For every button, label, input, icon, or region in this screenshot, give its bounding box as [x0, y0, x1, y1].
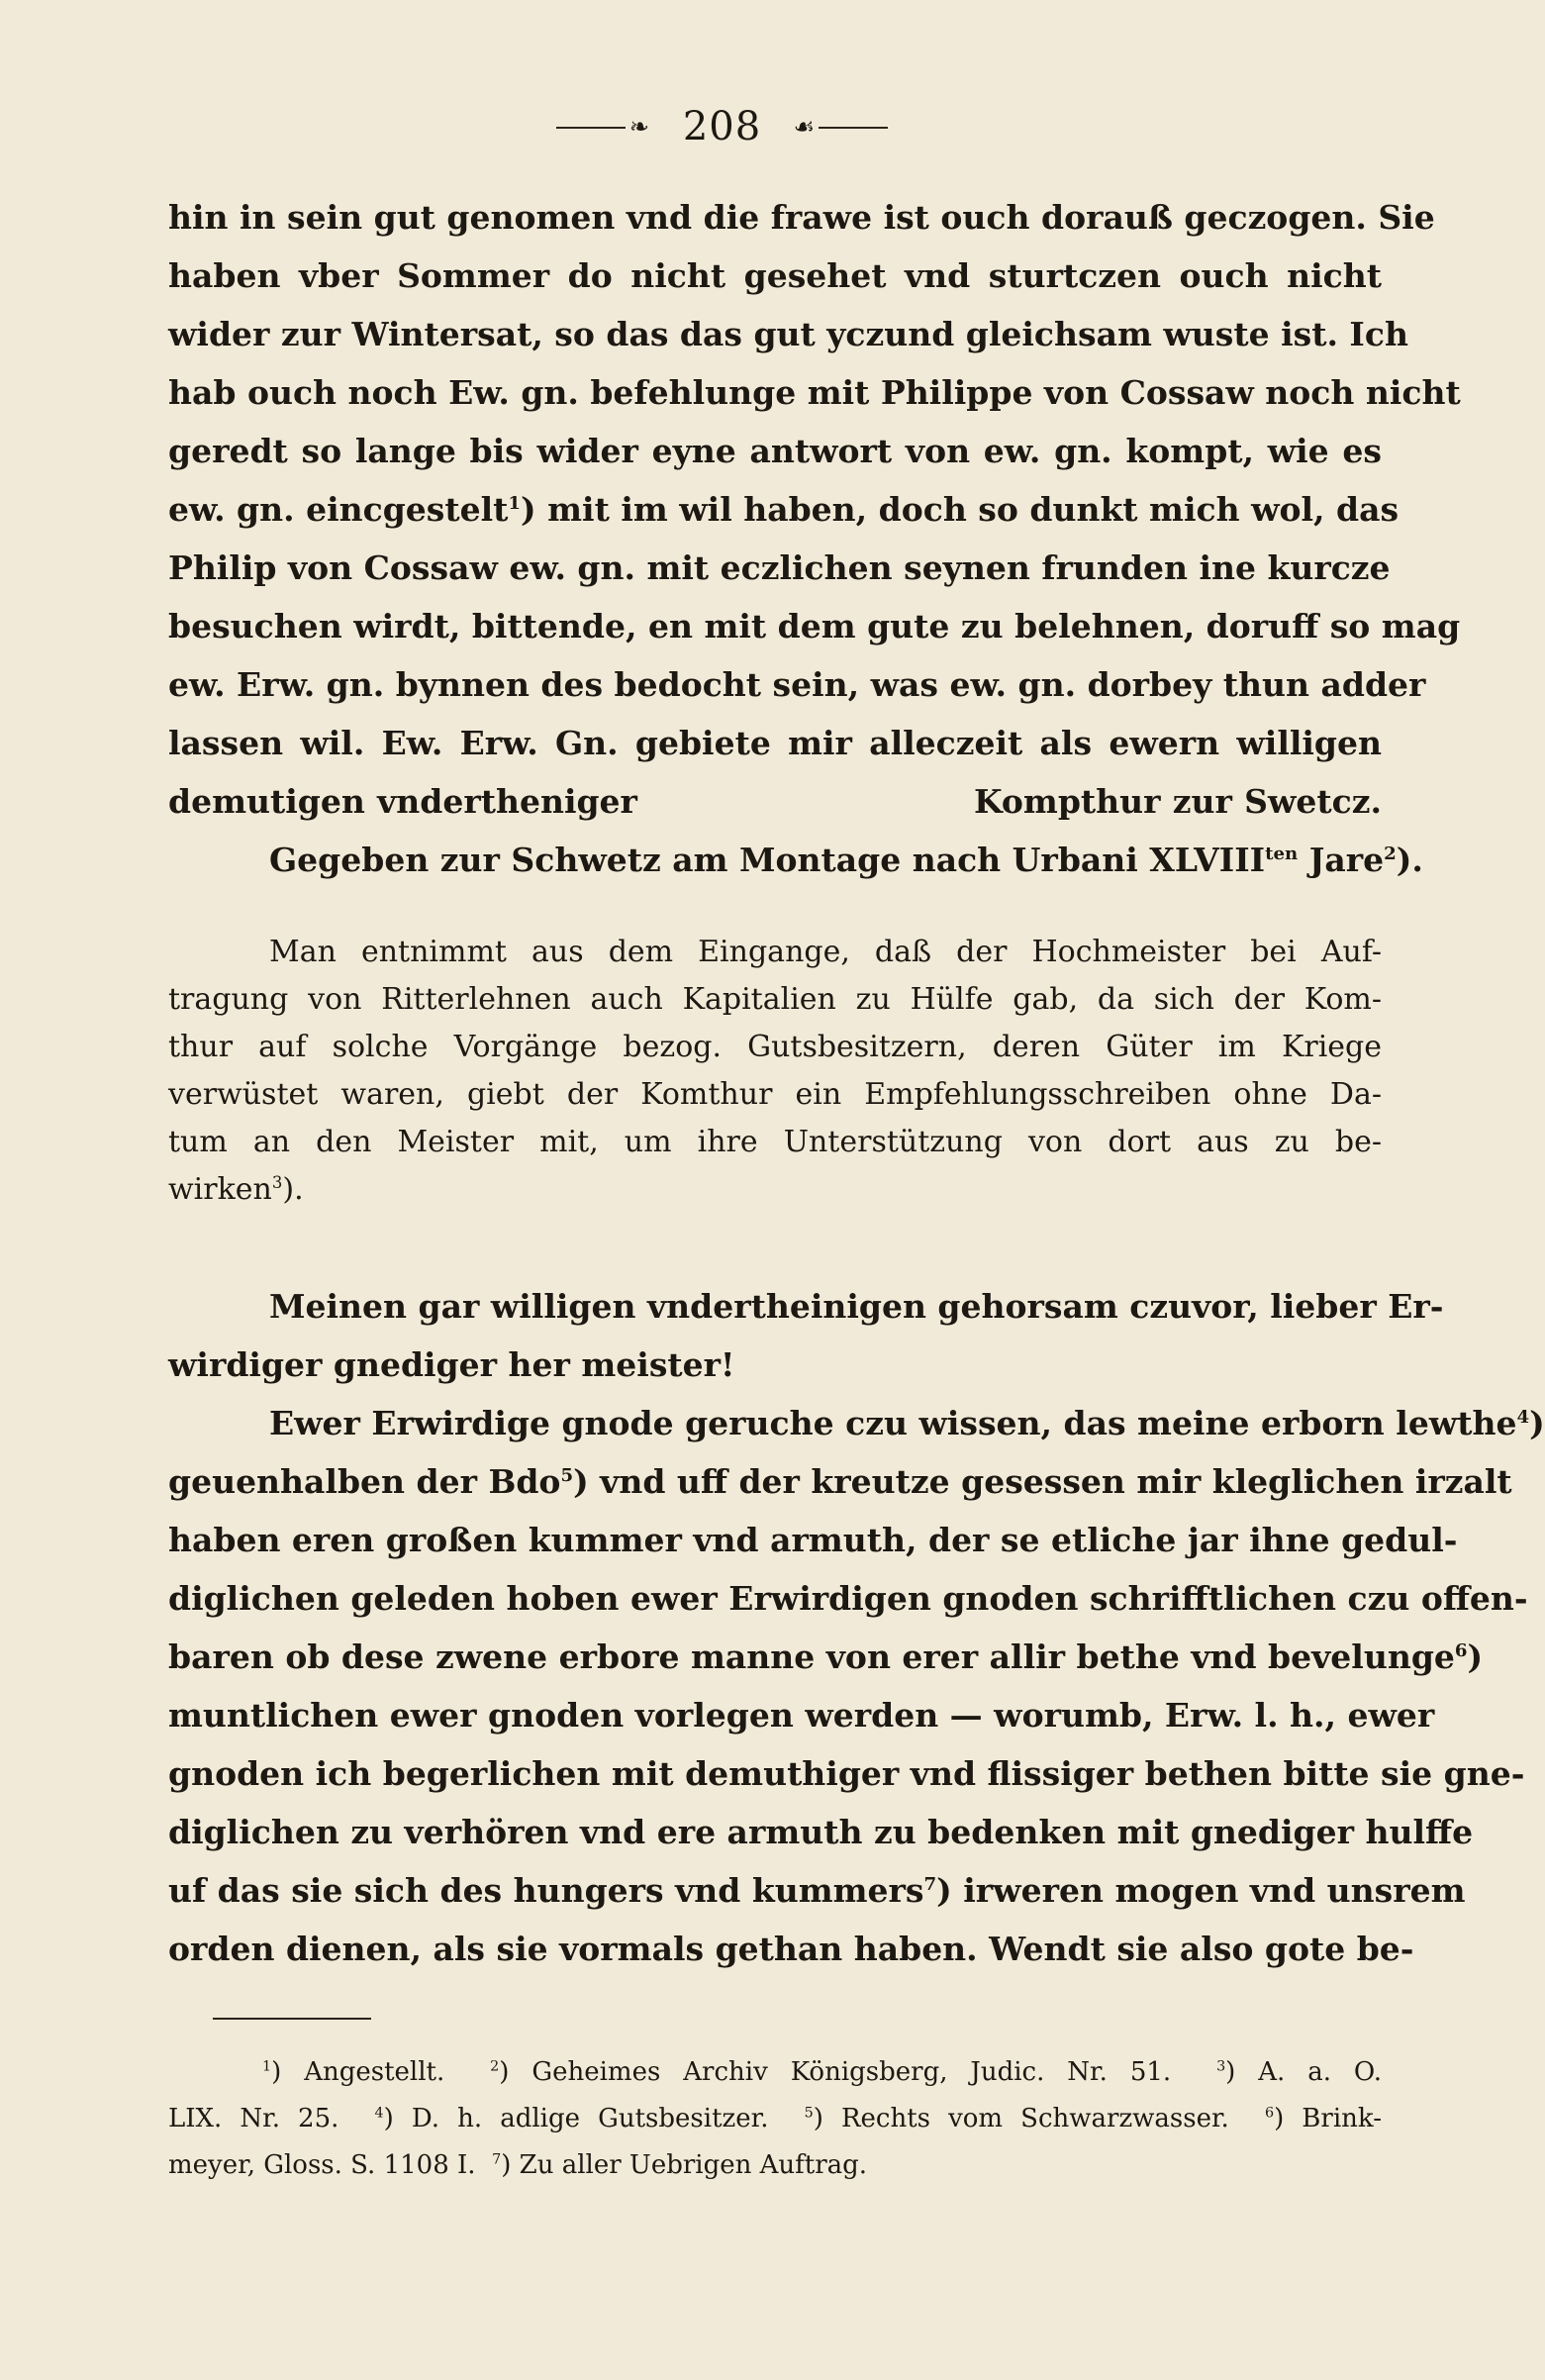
line-segment: baren ob dese zwene erbore manne von erer allir bethe vnd bevelunge — [168, 1637, 1455, 1676]
date-close: ). — [1396, 841, 1423, 879]
closing-formula: demutigen vndertheniger — [168, 782, 637, 821]
footnote-line: LIX. Nr. 25. $^4$) D. h. adlige Gutsbesitzer. $^5$) Rechts vom Schwarzwasser. $^6$) Brink- — [168, 2104, 1382, 2133]
left-ornament-icon: ❧ — [556, 117, 665, 137]
footnote-6-cont: meyer, Gloss. S. 1108 I. — [168, 2150, 476, 2180]
text-line: besuchen wirdt, bittende, en mit dem gute zu belehnen, doruff so mag — [168, 607, 1461, 645]
footnote-6: Brink- — [1302, 2104, 1382, 2133]
footnote-7: Zu aller Uebrigen Auftrag. — [519, 2150, 868, 2180]
line-segment: wirken — [168, 1172, 272, 1207]
footnote-4: D. h. adlige Gutsbesitzer. — [411, 2104, 769, 2133]
footnote-marker: 5 — [560, 1465, 574, 1486]
text-line: geredt so lange bis wider eyne antwort von ew. gn. kompt, wie es — [168, 432, 1382, 470]
text-line: lassen wil. Ew. Erw. Gn. gebiete mir alleczeit als ewern willigen — [168, 724, 1382, 762]
letter-two — [168, 1277, 1545, 1978]
line-segment: geuenhalben der Bdo — [168, 1462, 561, 1501]
text-line: ew. Erw. gn. bynnen des bedocht sein, was ew. gn. dorbey thun adder — [168, 665, 1426, 704]
footnote-1: Angestellt. — [304, 2057, 445, 2087]
footnote-number: 6 — [1264, 2105, 1275, 2122]
footnote-marker: 6 — [1454, 1640, 1468, 1661]
text-line: geuenhalben der Bdo$^5$) vnd uff der kreutze gesessen mir kleglichen irzalt — [168, 1462, 1512, 1501]
footnote-number: 1 — [262, 2058, 272, 2075]
text-line: diglichen geleden hoben ewer Erwirdigen gnoden schrifftlichen czu offen- — [168, 1579, 1528, 1618]
text-line: haben eren großen kummer vnd armuth, der se etliche jar ihne gedul- — [168, 1521, 1458, 1559]
footnote-3: A. a. O. — [1258, 2057, 1382, 2087]
date-text: Gegeben zur Schwetz am Montage nach Urbani XLVIII — [269, 841, 1266, 879]
footnote-number: 5 — [804, 2105, 814, 2122]
page-header — [0, 97, 1444, 156]
line-segment: uf das sie sich des hungers vnd kummers — [168, 1871, 924, 1910]
footnote-marker: 7 — [923, 1874, 937, 1895]
footnote-number: 7 — [492, 2151, 502, 2168]
right-ornament-icon: ☙ — [779, 117, 888, 137]
text-line: ew. gn. eincgestelt$^1$) mit im wil haben, doch so dunkt mich wol, das — [168, 490, 1400, 529]
footnote-5: Rechts vom Schwarzwasser. — [840, 2104, 1229, 2133]
footnote-marker: 4 — [1516, 1407, 1530, 1428]
letter-one — [168, 188, 1461, 889]
text-line: tragung von Ritterlehnen auch Kapitalien zu Hülfe gab, da sich der Kom- — [168, 982, 1382, 1017]
date-line — [168, 831, 1423, 889]
closing-line — [168, 772, 1382, 831]
text-line: orden dienen, als sie vormals gethan haben. Wendt sie also gote be- — [168, 1930, 1414, 1968]
text-line: Man entnimmt aus dem Eingange, daß der Hochmeister bei Auf- — [269, 935, 1382, 969]
text-line: baren ob dese zwene erbore manne von erer allir bethe vnd bevelunge$^6$) — [168, 1637, 1484, 1676]
text-line: muntlichen ewer gnoden vorlegen werden — worumb, Erw. l. h., ewer — [168, 1696, 1435, 1735]
footnote-line: $^1$) Angestellt. $^2$) Geheimes Archiv Königsberg, Judic. Nr. 51. $^3$) A. a. O. — [262, 2057, 1382, 2087]
footnote-marker: 2 — [1384, 843, 1397, 864]
text-line: verwüstet waren, giebt der Komthur ein Empfehlungsschreiben ohne Da- — [168, 1077, 1382, 1112]
text-line: diglichen zu verhören vnd ere armuth zu bedenken mit gnediger hulffe — [168, 1813, 1474, 1851]
footnote-2: Geheimes Archiv Königsberg, Judic. Nr. 51. — [531, 2057, 1172, 2087]
date-end: Jare — [1298, 841, 1385, 879]
line-segment: mit im wil haben, doch so dunkt mich wol, das — [535, 490, 1400, 529]
text-line: haben vber Sommer do nicht gesehet vnd sturtczen ouch nicht — [168, 256, 1382, 295]
line-segment: ew. gn. eincgestelt — [168, 490, 509, 529]
text-line: Philip von Cossaw ew. gn. mit eczlichen seynen frunden ine kurcze — [168, 548, 1391, 587]
salutation-line: Meinen gar willigen vndertheinigen gehorsam czuvor, lieber Er- — [269, 1287, 1444, 1326]
text-line: gnoden ich begerlichen mit demuthiger vnd flissiger bethen bitte sie gne- — [168, 1754, 1525, 1793]
text-line: wider zur Wintersat, so das das gut yczund gleichsam wuste ist. Ich — [168, 315, 1408, 353]
signature: Kompthur zur Swetcz. — [973, 782, 1382, 821]
footnote-3-cont: LIX. Nr. 25. — [168, 2104, 339, 2133]
salutation-line: wirdiger gnediger her meister! — [168, 1345, 735, 1384]
page-number: 208 — [682, 104, 762, 149]
text-line — [168, 1166, 1382, 1214]
text-line: hab ouch noch Ew. gn. befehlunge mit Philippe von Cossaw noch nicht — [168, 373, 1461, 412]
footnote-number: 3 — [1216, 2058, 1226, 2075]
line-segment: vnd uff der kreutze gesessen mir kleglichen irzalt — [588, 1462, 1512, 1501]
text-line: uf das sie sich des hungers vnd kummers$^7$) irweren mogen vnd unsrem — [168, 1871, 1466, 1910]
line-segment: irweren mogen vnd unsrem — [951, 1871, 1466, 1910]
line-segment: ). — [282, 1172, 304, 1207]
footnote-number: 4 — [374, 2105, 384, 2122]
line-segment: Ewer Erwirdige gnode geruche czu wissen, das meine erborn lewthe — [269, 1404, 1517, 1442]
footnote-line: meyer, Gloss. S. 1108 I. $^7$) Zu aller Uebrigen Auftrag. — [168, 2150, 868, 2180]
footnotes — [168, 2049, 1382, 2189]
text-line: thur auf solche Vorgänge bezog. Gutsbesitzern, deren Güter im Kriege — [168, 1030, 1382, 1064]
text-line: Ewer Erwirdige gnode geruche czu wissen, das meine erborn lewthe$^4$) — [269, 1404, 1545, 1442]
footnote-marker: 3 — [271, 1173, 283, 1192]
text-line: tum an den Meister mit, um ihre Unterstützung von dort aus zu be- — [168, 1125, 1382, 1159]
footnote-marker: 1 — [508, 493, 522, 514]
footnote-rule — [213, 2018, 371, 2020]
footnote-number: 2 — [490, 2058, 500, 2075]
date-superscript: ten — [1265, 843, 1299, 864]
commentary — [168, 929, 1382, 1214]
text-line: hin in sein gut genomen vnd die frawe ist ouch dorauß geczogen. Sie — [168, 198, 1435, 237]
